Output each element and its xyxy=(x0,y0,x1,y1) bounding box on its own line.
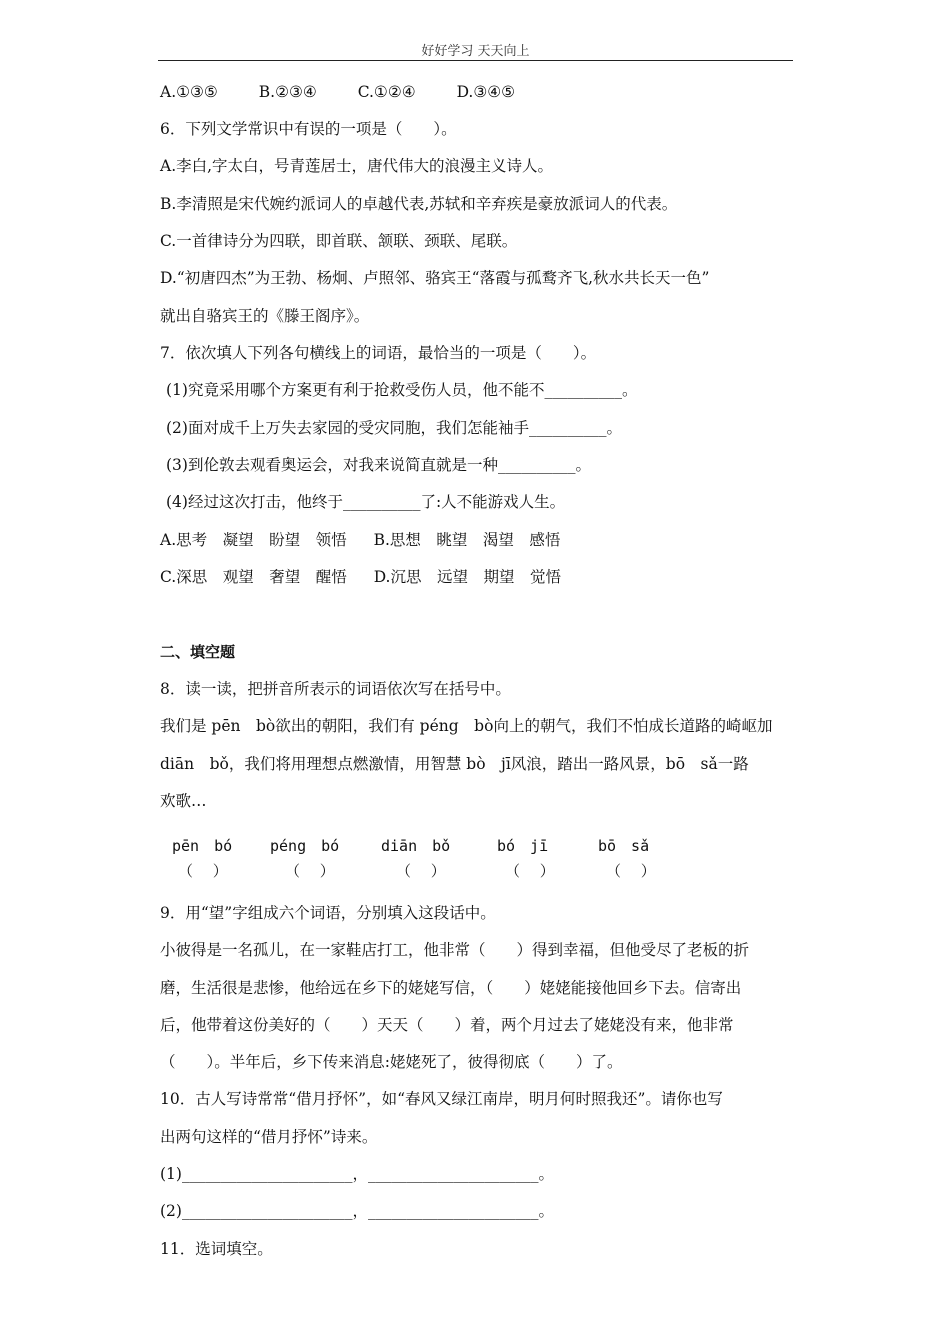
q7-sentence-3: (3)到伦敦去观看奥运会，对我来说简直就是一种__________。 xyxy=(166,456,591,474)
q8-passage-line1: 我们是 pēn bò欲出的朝阳，我们有 péng bò向上的朝气，我们不怕成长道路的崎岖加 xyxy=(160,717,773,735)
q5-option-d: D.③④⑤ xyxy=(456,83,516,101)
q8-passage-line2: diān bǒ，我们将用理想点燃激情，用智慧 bò jī风浪，踏出一路风景，bō sǎ一路 xyxy=(160,755,749,773)
answer-bracket-5[interactable]: （ ） xyxy=(606,862,656,880)
q7-stem: 7．依次填人下列各句横线上的词语，最恰当的一项是（ ）。 xyxy=(160,344,597,362)
pinyin-5: bō sǎ xyxy=(598,837,650,855)
answer-bracket-3[interactable]: （ ） xyxy=(396,862,446,880)
q5-option-a: A.①③⑤ xyxy=(160,83,218,101)
q6-stem: 6．下列文学常识中有误的一项是（ ）。 xyxy=(160,120,457,138)
header-divider xyxy=(158,60,793,61)
pinyin-2: péng bó xyxy=(270,837,340,855)
answer-bracket-4[interactable]: （ ） xyxy=(505,862,555,880)
pinyin-3: diān bǒ xyxy=(381,837,451,855)
q7-options-ab xyxy=(160,530,560,550)
q10-stem-line1: 10．古人写诗常常“借月抒怀”，如“春风又绿江南岸，明月何时照我还”。请你也写 xyxy=(160,1090,723,1108)
q11-stem: 11．选词填空。 xyxy=(160,1240,273,1258)
answer-bracket-1[interactable]: （ ） xyxy=(178,862,228,880)
q7-sentence-1: (1)究竟采用哪个方案更有利于抢救受伤人员，他不能不__________。 xyxy=(166,381,638,399)
q6-option-a: A.李白,字太白，号青莲居士，唐代伟大的浪漫主义诗人。 xyxy=(160,157,554,175)
page-header: 好好学习 天天向上 xyxy=(421,44,530,59)
pinyin-1: pēn bó xyxy=(172,837,233,855)
q6-option-d-line2: 就出自骆宾王的《滕王阁序》。 xyxy=(160,307,370,325)
q9-passage-line4: （ ）。半年后，乡下传来消息:姥姥死了，彼得彻底（ ）了。 xyxy=(160,1053,623,1071)
q9-passage-line2: 磨，生活很是悲惨，他给远在乡下的姥姥写信，（ ）姥姥能接他回乡下去。信寄出 xyxy=(160,979,742,997)
q9-passage-line1: 小彼得是一名孤儿，在一家鞋店打工，他非常（ ）得到幸福，但他受尽了老板的折 xyxy=(160,941,750,959)
q7-option-b: B.思想 眺望 渴望 感悟 xyxy=(373,531,561,549)
q10-answer-2: (2)______________________，______________________。 xyxy=(160,1202,554,1220)
q7-sentence-2: (2)面对成千上万失去家园的受灾同胞，我们怎能袖手__________。 xyxy=(166,419,622,437)
q5-option-b: B.②③④ xyxy=(258,83,317,101)
q6-option-b: B.李清照是宋代婉约派词人的卓越代表,苏轼和辛弃疾是豪放派词人的代表。 xyxy=(160,195,678,213)
q8-stem: 8．读一读，把拼音所表示的词语依次写在括号中。 xyxy=(160,680,511,698)
q10-stem-line2: 出两句这样的“借月抒怀”诗来。 xyxy=(160,1128,378,1146)
q7-option-a: A.思考 凝望 盼望 领悟 xyxy=(160,531,347,549)
q7-option-d: D.沉思 远望 期望 觉悟 xyxy=(373,568,561,586)
q10-answer-1: (1)______________________，______________________。 xyxy=(160,1165,554,1183)
pinyin-4: bó jī xyxy=(497,837,549,855)
answer-bracket-2[interactable]: （ ） xyxy=(285,862,335,880)
q8-passage-line3: 欢歌… xyxy=(160,792,207,810)
q5-option-c: C.①②④ xyxy=(357,83,416,101)
q9-passage-line3: 后，他带着这份美好的（ ）天天（ ）着，两个月过去了姥姥没有来，他非常 xyxy=(160,1016,734,1034)
q7-option-c: C.深思 观望 奢望 醒悟 xyxy=(160,568,347,586)
q7-options-cd xyxy=(160,567,561,587)
q5-options xyxy=(160,82,515,102)
q7-sentence-4: (4)经过这次打击，他终于__________了:人不能游戏人生。 xyxy=(166,493,566,511)
section-title: 二、填空题 xyxy=(160,643,236,661)
q9-stem: 9．用“望”字组成六个词语，分别填入这段话中。 xyxy=(160,904,496,922)
q6-option-d-line1: D.“初唐四杰”为王勃、杨炯、卢照邻、骆宾王“落霞与孤鹜齐飞,秋水共长天一色” xyxy=(160,269,710,287)
q6-option-c: C.一首律诗分为四联，即首联、颔联、颈联、尾联。 xyxy=(160,232,518,250)
